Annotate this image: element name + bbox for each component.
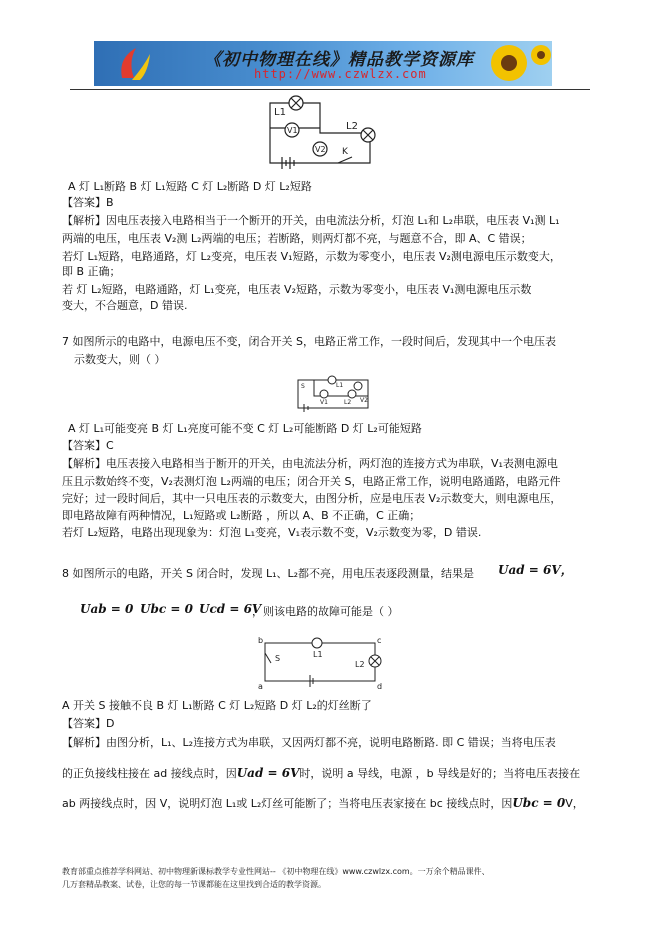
q6-analysis-line: 两端的电压，电压表 V₂测 L₂两端的电压；若断路，则两灯都不亮，与题意不合，即 A、C 错误；	[62, 232, 532, 245]
q6-options: A 灯 L₁断路 B 灯 L₁短路 C 灯 L₂断路 D 灯 L₂短路	[68, 180, 312, 193]
q8-equation: Uad = 6V	[236, 766, 300, 780]
q7-analysis-line: 完好；过一段时间后，其中一只电压表的示数变大，由图分析，应是电压表 V₂示数变大，则电源电压，	[62, 492, 562, 505]
q8-analysis-line: 【解析】由图分析，L₁、L₂连接方式为串联，又因两灯都不亮，说明电路断路. 即 C 错误；当将电压表	[62, 736, 556, 749]
f3-label: c	[377, 636, 382, 645]
q6-analysis-line: 若 灯 L₂短路，电路通路，灯 L₁变亮，电压表 V₂短路，示数为零变小，电压表 V₁测电源电压示数	[62, 283, 532, 296]
header-banner	[94, 41, 552, 86]
f1-label: K	[342, 147, 348, 157]
q8-stem: ，则该电路的故障可能是（ ）	[252, 605, 399, 618]
circuit-figure-2	[292, 372, 374, 416]
footer-line: 教育部重点推荐学科网站、初中物理新课标教学专业性网站-- 《初中物理在线》www.czwlzx.com。一万余个精品课件、	[62, 867, 490, 876]
f1-label: L1	[274, 107, 286, 118]
header-rule	[70, 89, 590, 90]
q7-analysis-line: 压且示数始终不变，V₂表测灯泡 L₂两端的电压；闭合开关 S，电路正常工作，说明电路通路，电路元件	[62, 475, 561, 488]
f2-label: L1	[336, 382, 344, 389]
q8-analysis-line	[62, 796, 584, 811]
q8-equation: Ubc = 0	[140, 602, 193, 616]
header-url[interactable]: http://www.czwlzx.com	[254, 67, 427, 81]
q7-options: A 灯 L₁可能变亮 B 灯 L₁亮度可能不变 C 灯 L₂可能断路 D 灯 L₂可能短路	[68, 422, 422, 435]
q8-equation: Uab = 0	[80, 602, 134, 616]
q6-analysis-line: 【解析】因电压表接入电路相当于一个断开的开关，由电流法分析，灯泡 L₁和 L₂串联，电压表 V₁测 L₁	[62, 214, 560, 227]
q8-analysis-text: ab 两接线点时，因 V，说明灯泡 L₁或 L₂灯丝可能断了；当将电压表家接在 bc 接线点时，因	[62, 797, 513, 810]
q8-stem: 8 如图所示的电路，开关 S 闭合时，发现 L₁、L₂都不亮，用电压表逐段测量，结果是	[62, 567, 475, 580]
q7-answer: 【答案】C	[62, 439, 114, 452]
f3-label: L2	[355, 660, 365, 669]
logo-icon	[114, 44, 154, 84]
f3-label: b	[258, 636, 264, 645]
footer-line: 几万套精品教案、试卷，让您的每一节课都能在这里找到合适的教学资源。	[62, 880, 326, 889]
f3-label: d	[377, 682, 383, 691]
q6-answer: 【答案】B	[62, 196, 114, 209]
q6-analysis-line: 变大，不合题意，D 错误.	[62, 299, 188, 312]
f3-label: L1	[313, 650, 323, 659]
q8-analysis-text: 时，说明 a 导线，电源 ，b 导线是好的；当将电压表接在	[299, 767, 581, 780]
f3-label: a	[258, 682, 263, 691]
q7-stem: 示数变大，则（ ）	[74, 353, 166, 366]
q8-options: A 开关 S 接触不良 B 灯 L₁断路 C 灯 L₂短路 D 灯 L₂的灯丝断了	[62, 699, 372, 712]
q8-analysis-line	[62, 766, 580, 781]
f2-label: L2	[344, 399, 352, 406]
q8-analysis-text: 的正负接线柱接在 ad 接线点时，因	[62, 767, 237, 780]
q7-stem: 7 如图所示的电路中，电源电压不变，闭合开关 S，电路正常工作，一段时间后，发现其中一个电压表	[62, 335, 556, 348]
f1-label: V1	[287, 126, 298, 135]
circuit-figure-3	[255, 633, 390, 693]
q7-analysis-line: 即电路故障有两种情况，L₁短路或 L₂断路 ，所以 A、B 不正确，C 正确；	[62, 509, 421, 522]
q8-answer: 【答案】D	[62, 717, 115, 730]
q6-analysis-line: 即 B 正确；	[62, 265, 121, 278]
q8-analysis-text: V，	[565, 797, 584, 810]
q7-analysis-line: 【解析】电压表接入电路相当于断开的开关，由电流法分析，两灯泡的连接方式为串联，V₁表测电源电	[62, 457, 558, 470]
circuit-figure-1	[260, 93, 390, 173]
q8-equation: Ucd = 6V	[199, 602, 262, 616]
f1-label: V2	[315, 145, 326, 154]
f2-label: V1	[320, 399, 328, 406]
q7-analysis-line: 若灯 L₂短路，电路出现现象为：灯泡 L₁变亮，V₁表示数不变，V₂示数变为零，D 错误.	[62, 526, 482, 539]
f3-label: S	[275, 654, 281, 663]
f2-label: V2	[360, 397, 368, 404]
header-title: 《初中物理在线》精品教学资源库	[204, 50, 474, 70]
q6-analysis-line: 若灯 L₁短路，电路通路，灯 L₂变亮，电压表 V₁短路，示数为零变小，电压表 V₂测电源电压示数变大，	[62, 250, 561, 263]
q8-equation: Ubc = 0	[512, 796, 566, 810]
sunflower-image	[479, 41, 552, 86]
f1-label: L2	[346, 121, 358, 132]
f2-label: S	[301, 383, 305, 390]
q8-equation: Uad = 6V，	[498, 563, 573, 577]
